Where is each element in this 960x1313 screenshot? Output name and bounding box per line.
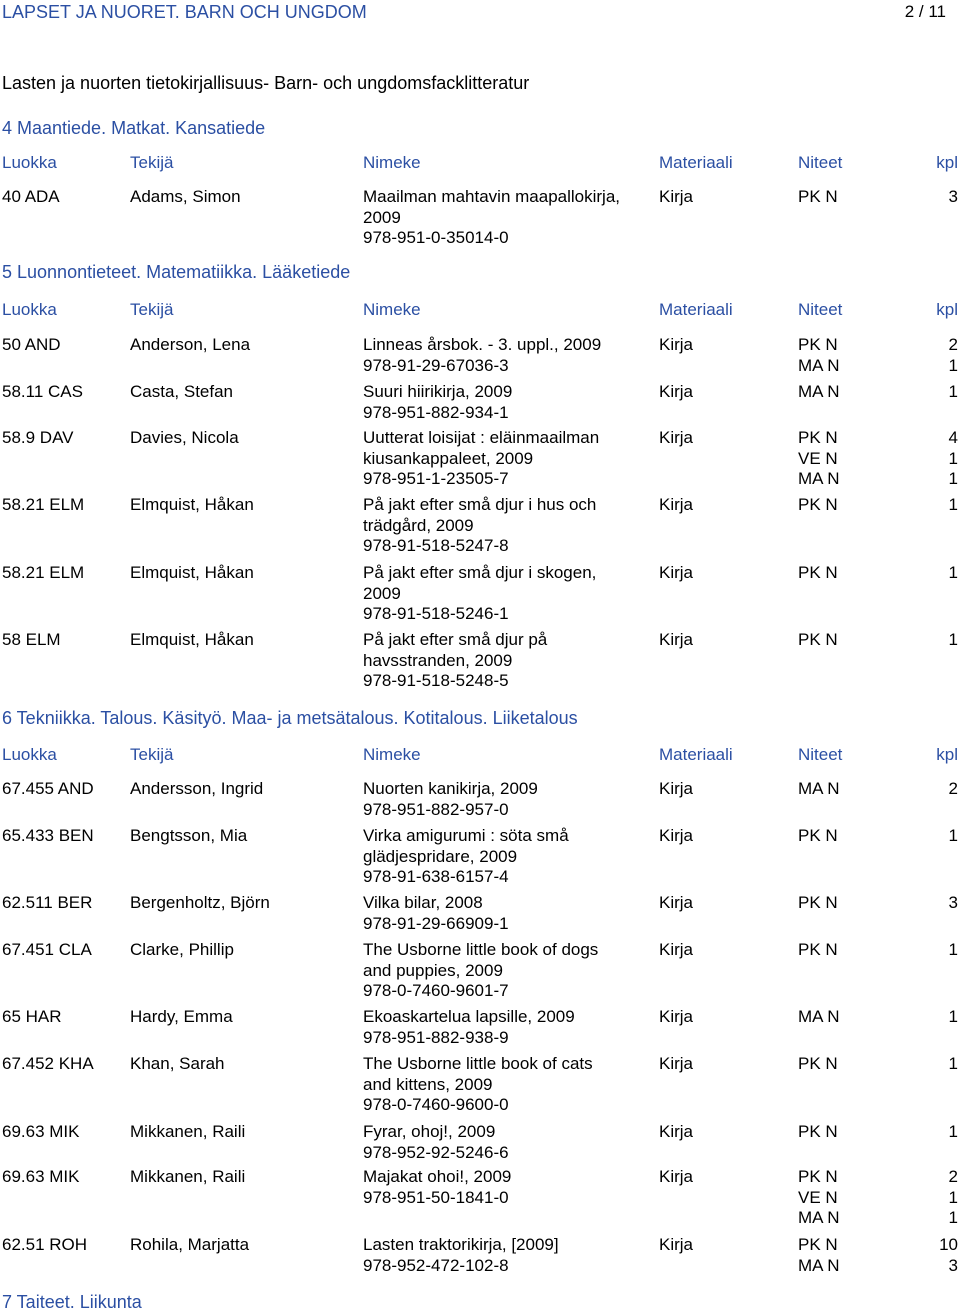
cell-nimeke-line: 978-951-882-934-1 [363, 402, 509, 422]
column-header-tekija: Tekijä [130, 153, 174, 172]
cell-kpl-line: 1 [948, 630, 958, 649]
cell-nimeke-line: 2009 [363, 583, 401, 603]
cell-nimeke-line: På jakt efter små djur i skogen, [363, 563, 597, 582]
cell-materiaali: Kirja [659, 335, 694, 354]
cell-kpl-line: 1 [948, 355, 958, 375]
cell-kpl-line: 1 [948, 495, 958, 514]
cell-tekija: Elmquist, Håkan [130, 563, 254, 582]
cell-nimeke-line: The Usborne little book of dogs [363, 940, 599, 959]
cell-luokka: 50 AND [2, 335, 61, 354]
cell-nimeke [363, 1054, 653, 1116]
column-header-materiaali: Materiaali [659, 153, 733, 172]
cell-niteet-line: PK N [798, 940, 838, 959]
cell-kpl [918, 1054, 958, 1075]
cell-materiaali: Kirja [659, 630, 694, 649]
cell-nimeke-line: 978-952-472-102-8 [363, 1255, 509, 1275]
cell-luokka: 67.451 CLA [2, 940, 92, 959]
cell-luokka: 67.452 KHA [2, 1054, 94, 1073]
cell-niteet-line: VE N [798, 448, 838, 468]
cell-nimeke [363, 940, 653, 1002]
cell-kpl [918, 1007, 958, 1028]
cell-nimeke [363, 779, 653, 820]
cell-kpl-line: 1 [948, 940, 958, 959]
column-headers [0, 153, 960, 175]
cell-nimeke [363, 187, 653, 249]
cell-kpl [918, 1122, 958, 1143]
cell-nimeke [363, 495, 653, 557]
cell-niteet-line: MA N [798, 1007, 840, 1026]
cell-luokka: 67.455 AND [2, 779, 94, 798]
cell-nimeke-line: and puppies, 2009 [363, 960, 503, 980]
cell-nimeke [363, 428, 653, 490]
cell-nimeke-line: and kittens, 2009 [363, 1074, 493, 1094]
cell-tekija: Davies, Nicola [130, 428, 239, 447]
cell-tekija: Rohila, Marjatta [130, 1235, 250, 1254]
cell-tekija: Mikkanen, Raili [130, 1122, 246, 1141]
cell-nimeke-line: 978-951-1-23505-7 [363, 469, 509, 488]
cell-nimeke-line: kiusankappaleet, 2009 [363, 448, 534, 468]
header-title: LAPSET JA NUORET. BARN OCH UNGDOM [2, 2, 367, 22]
cell-kpl-line: 1 [948, 1187, 958, 1207]
column-header-luokka: Luokka [2, 153, 57, 172]
cell-luokka: 58.9 DAV [2, 428, 74, 447]
cell-nimeke-line: 978-91-518-5246-1 [363, 604, 509, 623]
cell-niteet-line: PK N [798, 893, 838, 912]
cell-nimeke [363, 893, 653, 934]
column-header-materiaali: Materiaali [659, 300, 733, 319]
cell-nimeke-line: 978-951-882-938-9 [363, 1027, 509, 1047]
column-headers [0, 745, 960, 767]
cell-nimeke-line: Ekoaskartelua lapsille, 2009 [363, 1007, 575, 1026]
cell-niteet [798, 826, 898, 847]
cell-nimeke-line: 978-951-882-957-0 [363, 799, 509, 819]
cell-luokka: 58.21 ELM [2, 495, 85, 514]
cell-niteet [798, 1007, 898, 1028]
cell-nimeke-line: 978-91-29-67036-3 [363, 355, 509, 375]
cell-kpl [918, 630, 958, 651]
cell-nimeke-line: Suuri hiirikirja, 2009 [363, 382, 513, 401]
cell-materiaali: Kirja [659, 187, 694, 206]
cell-materiaali: Kirja [659, 779, 694, 798]
cell-nimeke [363, 826, 653, 888]
cell-kpl-line: 1 [948, 382, 958, 401]
cell-nimeke-line: glädjespridare, 2009 [363, 846, 518, 866]
cell-niteet [798, 630, 898, 651]
cell-kpl [918, 428, 958, 490]
column-header-luokka: Luokka [2, 745, 57, 764]
cell-nimeke [363, 382, 653, 423]
cell-niteet [798, 1167, 898, 1229]
cell-nimeke-line: 978-952-92-5246-6 [363, 1142, 509, 1162]
column-header-nimeke: Nimeke [363, 745, 421, 764]
column-header-kpl: kpl [936, 300, 958, 319]
cell-kpl-line: 1 [948, 1007, 958, 1026]
cell-tekija: Bergenholtz, Björn [130, 893, 270, 912]
cell-materiaali: Kirja [659, 1007, 694, 1026]
cell-tekija: Adams, Simon [130, 187, 241, 206]
cell-niteet [798, 893, 898, 914]
cell-nimeke-line: 2009 [363, 207, 401, 227]
cell-nimeke-line: Vilka bilar, 2008 [363, 893, 483, 912]
cell-luokka: 58.21 ELM [2, 563, 85, 582]
cell-kpl-line: 1 [948, 448, 958, 468]
cell-materiaali: Kirja [659, 826, 694, 845]
cell-nimeke [363, 1007, 653, 1048]
cell-niteet [798, 563, 898, 584]
cell-materiaali: Kirja [659, 1122, 694, 1141]
cell-nimeke [363, 1167, 653, 1208]
cell-niteet-line: PK N [798, 1235, 838, 1254]
cell-luokka: 62.51 ROH [2, 1235, 88, 1254]
column-header-niteet: Niteet [798, 153, 843, 172]
cell-luokka: 65 HAR [2, 1007, 62, 1026]
cell-niteet [798, 335, 898, 376]
cell-kpl-line: 1 [948, 469, 958, 488]
cell-niteet-line: MA N [798, 469, 840, 488]
cell-tekija: Anderson, Lena [130, 335, 251, 354]
cell-kpl-line: 3 [948, 1255, 958, 1275]
cell-materiaali: Kirja [659, 428, 694, 447]
cell-tekija: Andersson, Ingrid [130, 779, 264, 798]
cell-nimeke-line: 978-91-29-66909-1 [363, 913, 509, 933]
cell-niteet [798, 1235, 898, 1276]
cell-kpl-line: 2 [948, 335, 958, 354]
cell-nimeke-line: 978-0-7460-9600-0 [363, 1095, 509, 1114]
page-header [0, 2, 960, 26]
column-header-materiaali: Materiaali [659, 745, 733, 764]
cell-nimeke-line: The Usborne little book of cats [363, 1054, 593, 1073]
cell-niteet-line: PK N [798, 1054, 838, 1073]
cell-nimeke [363, 630, 653, 692]
cell-niteet-line: PK N [798, 1122, 838, 1141]
cell-kpl-line: 1 [948, 563, 958, 582]
cell-nimeke [363, 1122, 653, 1163]
cell-niteet-line: PK N [798, 826, 838, 845]
column-header-nimeke: Nimeke [363, 153, 421, 172]
cell-tekija: Casta, Stefan [130, 382, 234, 401]
cell-kpl-line: 10 [939, 1235, 958, 1254]
cell-nimeke-line: 978-91-518-5248-5 [363, 671, 509, 690]
cell-niteet-line: VE N [798, 1187, 838, 1207]
cell-niteet-line: MA N [798, 355, 840, 375]
cell-materiaali: Kirja [659, 495, 694, 514]
cell-niteet [798, 382, 898, 403]
column-header-nimeke: Nimeke [363, 300, 421, 319]
column-headers [0, 300, 960, 322]
cell-kpl-line: 1 [948, 1208, 958, 1227]
cell-niteet [798, 1122, 898, 1143]
main-title: Lasten ja nuorten tietokirjallisuus- Barn- och ungdomsfacklitteratur [2, 73, 530, 93]
cell-nimeke-line: 978-951-0-35014-0 [363, 228, 509, 247]
cell-nimeke-line: 978-951-50-1841-0 [363, 1187, 509, 1207]
cell-luokka: 62.511 BER [2, 893, 93, 912]
cell-kpl [918, 779, 958, 800]
cell-niteet-line: PK N [798, 630, 838, 649]
cell-kpl-line: 1 [948, 1122, 958, 1141]
column-header-tekija: Tekijä [130, 300, 174, 319]
cell-materiaali: Kirja [659, 563, 694, 582]
cell-niteet [798, 428, 898, 490]
cell-nimeke-line: Lasten traktorikirja, [2009] [363, 1235, 559, 1254]
column-header-niteet: Niteet [798, 300, 843, 319]
cell-materiaali: Kirja [659, 1054, 694, 1073]
cell-kpl-line: 1 [948, 826, 958, 845]
page-number: 2 / 11 [904, 2, 946, 21]
cell-niteet-line: MA N [798, 1208, 840, 1227]
cell-niteet-line: PK N [798, 1167, 838, 1186]
cell-niteet-line: MA N [798, 382, 840, 401]
column-header-luokka: Luokka [2, 300, 57, 319]
cell-luokka: 65.433 BEN [2, 826, 94, 845]
column-header-tekija: Tekijä [130, 745, 174, 764]
cell-tekija: Elmquist, Håkan [130, 630, 254, 649]
cell-kpl [918, 940, 958, 961]
cell-kpl [918, 1167, 958, 1229]
cell-kpl [918, 563, 958, 584]
cell-tekija: Khan, Sarah [130, 1054, 225, 1073]
column-header-niteet: Niteet [798, 745, 843, 764]
cell-kpl-line: 4 [948, 428, 958, 447]
cell-nimeke-line: Nuorten kanikirja, 2009 [363, 779, 538, 798]
cell-nimeke-line: På jakt efter små djur i hus och [363, 495, 597, 514]
cell-nimeke-line: havsstranden, 2009 [363, 650, 513, 670]
cell-tekija: Mikkanen, Raili [130, 1167, 246, 1186]
cell-niteet-line: PK N [798, 428, 838, 447]
cell-nimeke-line: Majakat ohoi!, 2009 [363, 1167, 512, 1186]
cell-niteet [798, 187, 898, 208]
cell-nimeke-line: 978-91-638-6157-4 [363, 867, 509, 886]
cell-nimeke-line: På jakt efter små djur på [363, 630, 548, 649]
cell-nimeke-line: Uutterat loisijat : eläinmaailman [363, 428, 600, 447]
cell-luokka: 58 ELM [2, 630, 61, 649]
column-header-kpl: kpl [936, 153, 958, 172]
cell-niteet-line: MA N [798, 1255, 840, 1275]
cell-kpl-line: 3 [948, 893, 958, 912]
cell-niteet [798, 495, 898, 516]
section-title: 6 Tekniikka. Talous. Käsityö. Maa- ja metsätalous. Kotitalous. Liiketalous [2, 708, 578, 728]
cell-materiaali: Kirja [659, 940, 694, 959]
cell-kpl [918, 335, 958, 376]
cell-nimeke-line: Virka amigurumi : söta små [363, 826, 569, 845]
cell-niteet [798, 779, 898, 800]
cell-nimeke [363, 1235, 653, 1276]
cell-nimeke [363, 335, 653, 376]
cell-kpl [918, 382, 958, 403]
cell-kpl [918, 495, 958, 516]
cell-kpl-line: 2 [948, 1167, 958, 1186]
cell-nimeke-line: Fyrar, ohoj!, 2009 [363, 1122, 496, 1141]
cell-niteet-line: PK N [798, 563, 838, 582]
cell-tekija: Elmquist, Håkan [130, 495, 254, 514]
cell-materiaali: Kirja [659, 1167, 694, 1186]
cell-nimeke-line: 978-0-7460-9601-7 [363, 981, 509, 1000]
cell-luokka: 40 ADA [2, 187, 60, 206]
cell-kpl [918, 187, 958, 208]
cell-nimeke-line: trädgård, 2009 [363, 515, 474, 535]
cell-luokka: 69.63 MIK [2, 1122, 80, 1141]
cell-niteet-line: PK N [798, 335, 838, 354]
cell-tekija: Clarke, Phillip [130, 940, 234, 959]
cell-luokka: 58.11 CAS [2, 382, 83, 401]
section-title: 5 Luonnontieteet. Matematiikka. Lääketiede [2, 262, 351, 282]
cell-kpl-line: 3 [948, 187, 958, 206]
cell-tekija: Bengtsson, Mia [130, 826, 248, 845]
cell-tekija: Hardy, Emma [130, 1007, 233, 1026]
cell-niteet-line: PK N [798, 495, 838, 514]
cell-nimeke-line: Linneas årsbok. - 3. uppl., 2009 [363, 335, 602, 354]
cell-kpl [918, 1235, 958, 1276]
cell-materiaali: Kirja [659, 893, 694, 912]
column-header-kpl: kpl [936, 745, 958, 764]
cell-materiaali: Kirja [659, 382, 694, 401]
cell-niteet-line: MA N [798, 779, 840, 798]
cell-niteet [798, 940, 898, 961]
section-title: 7 Taiteet. Liikunta [2, 1292, 142, 1312]
cell-materiaali: Kirja [659, 1235, 694, 1254]
cell-kpl-line: 2 [948, 779, 958, 798]
cell-nimeke-line: Maailman mahtavin maapallokirja, [363, 187, 621, 206]
cell-niteet [798, 1054, 898, 1075]
cell-niteet-line: PK N [798, 187, 838, 206]
cell-kpl [918, 826, 958, 847]
cell-luokka: 69.63 MIK [2, 1167, 80, 1186]
cell-nimeke-line: 978-91-518-5247-8 [363, 536, 509, 555]
cell-kpl-line: 1 [948, 1054, 958, 1073]
section-title: 4 Maantiede. Matkat. Kansatiede [2, 118, 266, 138]
cell-nimeke [363, 563, 653, 625]
cell-kpl [918, 893, 958, 914]
